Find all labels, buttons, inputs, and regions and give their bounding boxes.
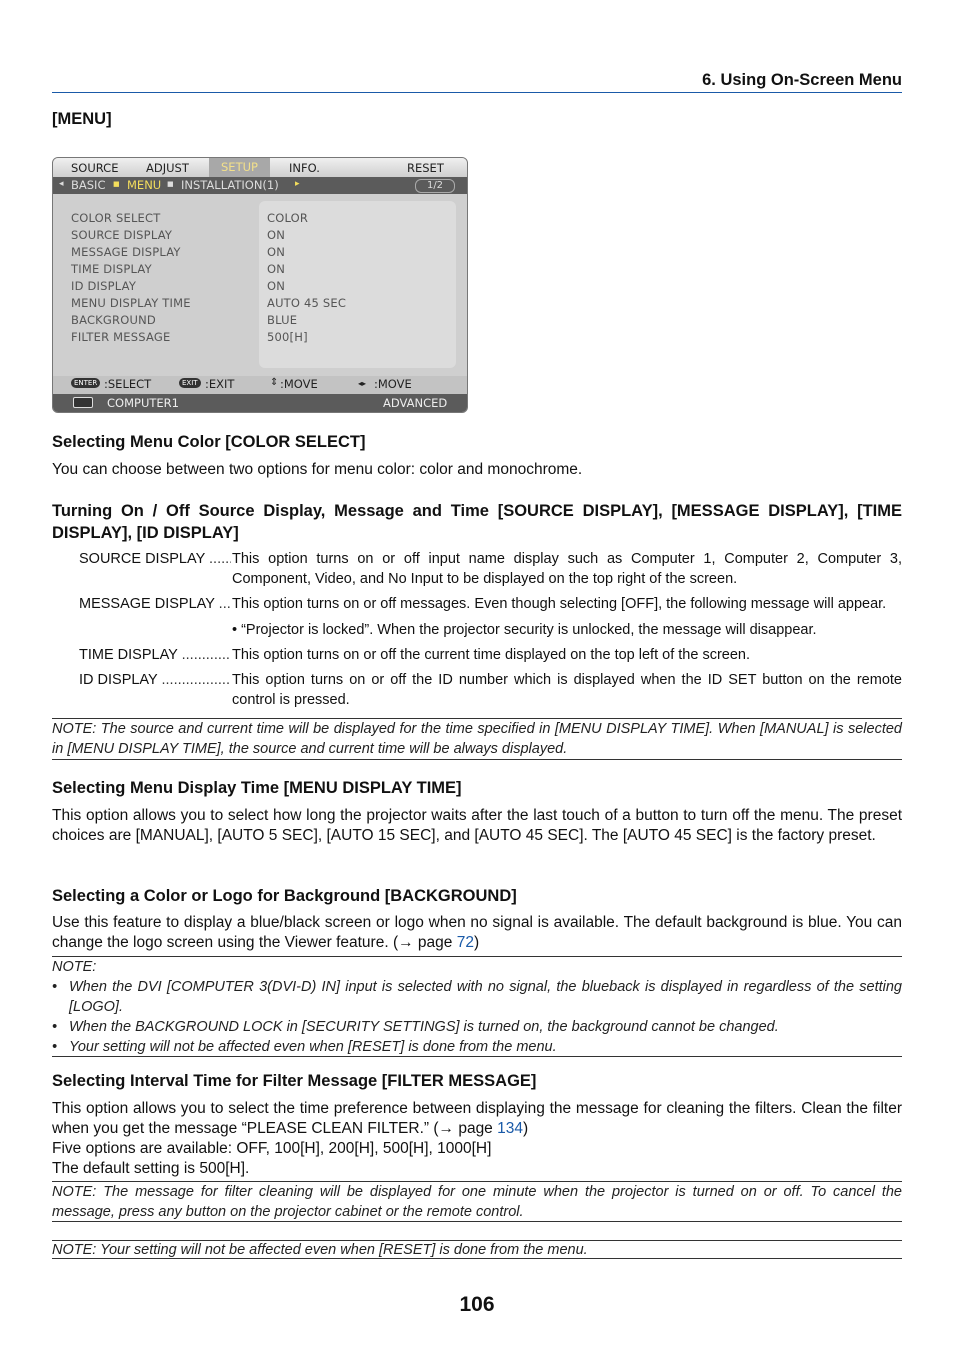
osd-updown-icon: ⇕ — [270, 377, 279, 388]
heading-background: Selecting a Color or Logo for Background [BACKGROUND] — [52, 887, 517, 905]
note-rule-bottom — [52, 1258, 902, 1259]
page-number: 106 — [459, 1293, 495, 1316]
note-rule-bottom — [52, 1056, 902, 1057]
osd-item-value: BLUE — [267, 313, 298, 327]
osd-item-list — [53, 194, 467, 376]
text-menu-display-time: This option allows you to select how long the projector waits after the last touch of a button to turn off the menu. The preset choices are [MANUAL], [AUTO 5 SEC], [AUTO 15 SEC], and [AUTO 45 SEC]. The [AUTO 45 SEC] is the factory preset. — [52, 807, 902, 844]
osd-menu-screenshot — [52, 157, 468, 413]
osd-item-label: ID DISPLAY — [71, 279, 137, 293]
osd-item-label: MENU DISPLAY TIME — [71, 296, 191, 310]
osd-item-label: FILTER MESSAGE — [71, 330, 171, 344]
osd-item-value: COLOR — [267, 211, 309, 225]
osd-help-select: :SELECT — [104, 377, 152, 391]
osd-item-value: ON — [267, 262, 286, 276]
osd-item-value: 500[H] — [267, 330, 308, 344]
note-display: NOTE: The source and current time will be displayed for the time specified in [MENU DISPLAY TIME]. When [MANUAL] is selected in [MENU DISPLAY TIME], the source and current time will be always displayed. — [52, 721, 902, 757]
osd-leftright-icon: ◂▸ — [358, 379, 367, 388]
osd-item-label: BACKGROUND — [71, 313, 156, 327]
term-message-display: MESSAGE DISPLAY ..... — [79, 594, 231, 614]
osd-item-label: COLOR SELECT — [71, 211, 161, 225]
osd-status-level: ADVANCED — [383, 396, 448, 410]
note-item: • When the BACKGROUND LOCK in [SECURITY SETTINGS] is turned on, the background cannot be changed. — [52, 1017, 902, 1037]
osd-tab-setup: SETUP — [209, 158, 270, 177]
osd-tab-adjust: ADJUST — [146, 161, 189, 175]
note-filter-reset: NOTE: Your setting will not be affected even when [RESET] is done from the menu. — [52, 1242, 588, 1258]
osd-help-move: :MOVE — [374, 377, 412, 391]
page-link-72[interactable]: 72 — [456, 934, 474, 951]
header-rule — [52, 92, 902, 93]
osd-status-source: COMPUTER1 — [107, 396, 179, 410]
osd-item-label: TIME DISPLAY — [71, 262, 152, 276]
osd-bullet-icon: ■ — [167, 180, 174, 188]
heading-display-options: Turning On / Off Source Display, Message and Time [SOURCE DISPLAY], [MESSAGE DISPLAY], [TIME DISPLAY], [ID DISPLAY] — [52, 502, 902, 542]
text-color-select: You can choose between two options for menu color: color and monochrome. — [52, 461, 583, 478]
note-rule-bottom — [52, 759, 902, 760]
heading-menu-display-time: Selecting Menu Display Time [MENU DISPLAY TIME] — [52, 779, 462, 797]
osd-item-value: AUTO 45 SEC — [267, 296, 347, 310]
osd-bullet-icon: ■ — [113, 180, 120, 188]
heading-filter-message: Selecting Interval Time for Filter Message [FILTER MESSAGE] — [52, 1072, 537, 1090]
osd-tab-info: INFO. — [289, 161, 320, 175]
osd-tab-reset: RESET — [407, 161, 444, 175]
osd-subtab-menu: MENU — [127, 178, 162, 192]
heading-color-select: Selecting Menu Color [COLOR SELECT] — [52, 433, 366, 451]
note-item: • When the DVI [COMPUTER 3(DVI-D) IN] input is selected with no signal, the blueback is displayed in regardless of the setting [LOGO]. — [52, 977, 902, 1017]
note-rule-bottom — [52, 1221, 902, 1222]
text-filter-message: This option allows you to select the time preference between displaying the message for cleaning the filters. Clean the filter when you get the message “PLEASE CLEAN FILTER.” (→ page 134) — [52, 1100, 902, 1137]
page-link-134[interactable]: 134 — [497, 1120, 523, 1137]
text-filter-default: The default setting is 500[H]. — [52, 1160, 250, 1177]
desc-message-locked: • “Projector is locked”. When the projector security is unlocked, the message will disappear. — [232, 622, 817, 638]
osd-help-move: :MOVE — [280, 377, 318, 391]
term-id-display: ID DISPLAY ..... — [79, 670, 231, 690]
term-source-display: SOURCE DISPLAY ..... — [79, 549, 231, 569]
osd-item-label: MESSAGE DISPLAY — [71, 245, 181, 259]
osd-tab-bar — [53, 158, 467, 177]
osd-subtab-basic: BASIC — [71, 178, 106, 192]
desc-time-display: This option turns on or off the current time displayed on the top left of the screen. — [232, 647, 750, 663]
osd-help-exit: :EXIT — [205, 377, 235, 391]
desc-message-display: This option turns on or off messages. Even though selecting [OFF], the following message will appear. — [232, 596, 887, 612]
osd-right-arrow-icon: ▸ — [295, 179, 300, 189]
text-filter-options: Five options are available: OFF, 100[H], 200[H], 500[H], 1000[H] — [52, 1140, 492, 1157]
osd-item-label: SOURCE DISPLAY — [71, 228, 173, 242]
osd-item-value: ON — [267, 245, 286, 259]
note-item: • Your setting will not be affected even when [RESET] is done from the menu. — [52, 1037, 902, 1057]
text-background: Use this feature to display a blue/black screen or logo when no signal is available. The default background is blue. You can change the logo screen using the Viewer feature. (→ page 72) — [52, 914, 902, 951]
note-filter-cleaning: NOTE: The message for filter cleaning will be displayed for one minute when the projector is turned on or off. To cancel the message, press any button on the projector cabinet or the remote control. — [52, 1184, 902, 1220]
osd-item-value: ON — [267, 228, 286, 242]
desc-source-display: This option turns on or off input name display such as Computer 1, Computer 2, Computer 3, Component, Video, and No Input to be displayed on the top right of the screen. — [232, 551, 902, 587]
section-tag: [MENU] — [52, 110, 112, 128]
note-background — [52, 957, 902, 1057]
osd-status-bar — [53, 394, 467, 412]
computer-input-icon — [73, 397, 93, 408]
osd-tab-source: SOURCE — [71, 161, 119, 175]
osd-left-arrow-icon: ◂ — [59, 179, 64, 189]
note-title: NOTE: — [52, 959, 97, 975]
desc-id-display: This option turns on or off the ID number which is displayed when the ID SET button on the remote control is pressed. — [232, 672, 902, 708]
note-bullet-list — [52, 977, 902, 1057]
osd-help-bar: ENTER :SELECT EXIT :EXIT ⇕ :MOVE ◂▸ :MOVE — [53, 376, 467, 394]
osd-subtab-bar — [53, 177, 467, 194]
osd-item-value: ON — [267, 279, 286, 293]
chapter-title: 6. Using On-Screen Menu — [702, 71, 902, 89]
osd-subtab-installation: INSTALLATION(1) — [181, 178, 279, 192]
osd-page-indicator: 1/2 — [415, 179, 455, 193]
term-time-display: TIME DISPLAY ..... — [79, 645, 231, 665]
